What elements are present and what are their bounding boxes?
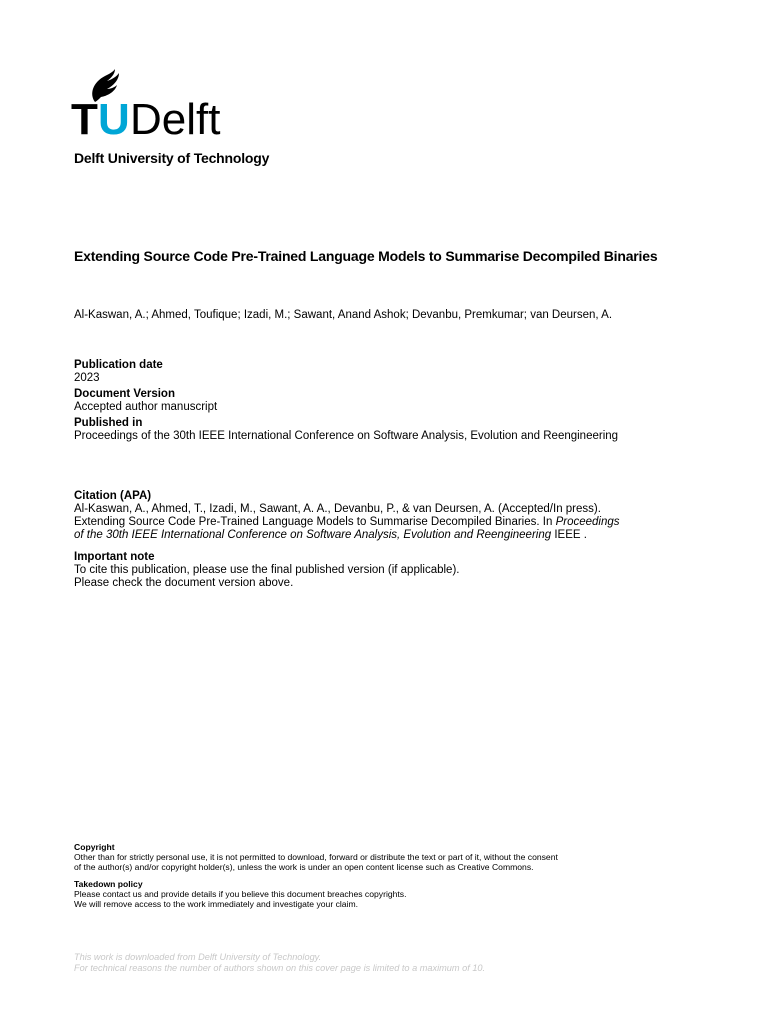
footer-line-2: For technical reasons the number of authors shown on this cover page is limited to a maximum of 10. bbox=[74, 963, 486, 973]
published-in-block bbox=[74, 417, 744, 443]
takedown-label: Takedown policy bbox=[74, 879, 143, 889]
citation-line-1: Al-Kaswan, A., Ahmed, T., Izadi, M., Sawant, A. A., Devanbu, P., & van Deursen, A. (Accepted/In press). bbox=[74, 503, 601, 515]
published-in-value: Proceedings of the 30th IEEE International Conference on Software Analysis, Evolution and Reengineering bbox=[74, 430, 619, 442]
takedown-line-1: Please contact us and provide details if you believe this document breaches copyrights. bbox=[74, 889, 407, 899]
tudelft-logo bbox=[71, 68, 261, 140]
takedown-block bbox=[74, 879, 714, 909]
important-note-line-2: Please check the document version above. bbox=[74, 577, 294, 589]
download-footer bbox=[74, 952, 714, 974]
document-version-block bbox=[74, 388, 744, 414]
citation-block bbox=[74, 490, 744, 542]
logo-u: U bbox=[98, 95, 130, 140]
citation-line-2-italic: Proceedings bbox=[555, 516, 620, 528]
important-note-line-1: To cite this publication, please use the final published version (if applicable). bbox=[74, 564, 460, 576]
document-version-label: Document Version bbox=[74, 388, 175, 400]
important-note-label: Important note bbox=[74, 551, 155, 563]
published-in-label: Published in bbox=[74, 417, 143, 429]
citation-line-3 bbox=[74, 529, 744, 542]
tudelft-logo-graphic bbox=[71, 68, 261, 140]
citation-line-3-italic: of the 30th IEEE International Conference on Software Analysis, Evolution and Reengineering bbox=[74, 529, 552, 541]
citation-line-2-text: Extending Source Code Pre-Trained Language Models to Summarise Decompiled Binaries. In bbox=[74, 516, 556, 528]
publication-date-label: Publication date bbox=[74, 359, 163, 371]
copyright-line-1: Other than for strictly personal use, it is not permitted to download, forward or distribute the text or part of it, without the consent bbox=[74, 852, 558, 862]
publication-date-block bbox=[74, 359, 744, 385]
copyright-block bbox=[74, 842, 714, 872]
authors-list: Al-Kaswan, A.; Ahmed, Toufique; Izadi, M.; Sawant, Anand Ashok; Devanbu, Premkumar; van Deursen, A. bbox=[74, 309, 613, 321]
citation-line-3-text: IEEE . bbox=[551, 529, 587, 541]
document-version-value: Accepted author manuscript bbox=[74, 401, 218, 413]
citation-line-2 bbox=[74, 516, 744, 529]
logo-t: T bbox=[71, 95, 98, 140]
logo-delft: Delft bbox=[130, 95, 221, 140]
important-note-block bbox=[74, 551, 744, 590]
copyright-label: Copyright bbox=[74, 842, 115, 852]
takedown-line-2: We will remove access to the work immediately and investigate your claim. bbox=[74, 899, 359, 909]
institution-name: Delft University of Technology bbox=[74, 150, 270, 166]
footer-line-1: This work is downloaded from Delft University of Technology. bbox=[74, 952, 322, 962]
publication-date-value: 2023 bbox=[74, 372, 100, 384]
citation-label: Citation (APA) bbox=[74, 490, 152, 502]
copyright-line-2: of the author(s) and/or copyright holder(s), unless the work is under an open content license such as Creative Commons. bbox=[74, 862, 534, 872]
publication-title: Extending Source Code Pre-Trained Language Models to Summarise Decompiled Binaries bbox=[74, 248, 658, 264]
